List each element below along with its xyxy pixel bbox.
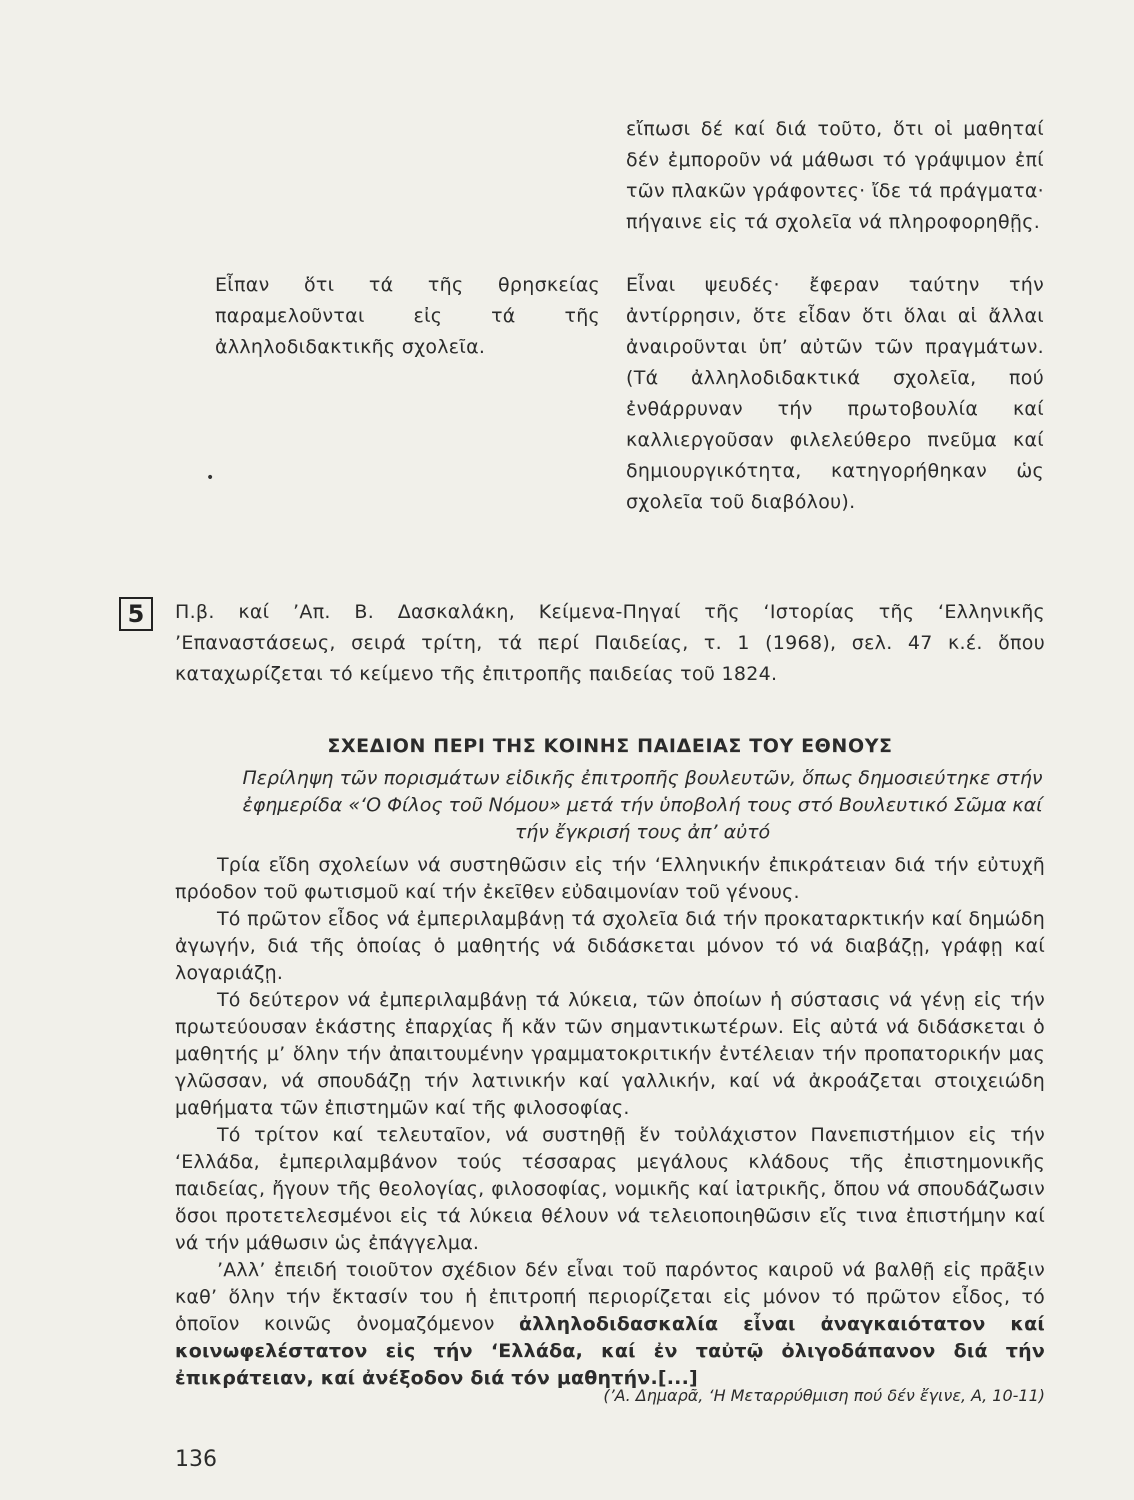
document-body <box>175 852 1045 1392</box>
final-paragraph-text: ’Αλλ’ ἐπειδή τοιοῦτον σχέδιον δέν εἶναι τοῦ παρόντος καιροῦ νά βαλθῇ εἰς πρᾶξιν καθ’ ὅλην τήν ἔκτασίν του ἡ ἐπιτροπή περιορίζεται εἰς μόνον τό πρῶτον εἶδος, τό ὁποῖον κοινῶς ὀνομαζόμενον <box>175 1259 1045 1335</box>
citation: (’Α. Δημαρᾶ, ‘Η Μεταρρύθμιση πού δέν ἔγινε, Α, 10-11) <box>603 1386 1045 1405</box>
body-paragraph: Τό δεύτερον νά ἐμπεριλαμβάνῃ τά λύκεια, τῶν ὁποίων ἡ σύστασις νά γένῃ εἰς τήν πρωτεύουσαν ἑκάστης ἐπαρχίας ἤ κἄν τῶν σημαντικωτέρων. Εἰς αὐτά νά διδάσκεται ὁ μαθητής μ’ ὅλην τήν ἀπαιτουμένην γραμματοκριτικήν ἐντέλειαν τήν προπατορικήν μας γλῶσσαν, νά σπουδάζῃ τήν λατινικήν καί γαλλικήν, καί νά ἀκροάζεται στοιχειώδη μαθήματα τῶν ἐπιστημῶν καί τῆς φιλοσοφίας. <box>175 989 1045 1119</box>
page-number: 136 <box>175 1447 217 1472</box>
source-reference: Π.β. καί ’Απ. Β. Δασκαλάκη, Κείμενα-Πηγαί τῆς ‘Ιστορίας τῆς ‘Ελληνικῆς ’Επαναστάσεως, σειρά τρίτη, τά περί Παιδείας, τ. 1 (1968), σελ. 47 κ.έ. ὅπου καταχωρίζεται τό κείμενο τῆς ἐπιτροπῆς παιδείας τοῦ 1824. <box>175 601 1045 685</box>
document-title: ΣΧΕΔΙΟΝ ΠΕΡΙ ΤΗΣ ΚΟΙΝΗΣ ΠΑΙΔΕΙΑΣ ΤΟΥ ΕΘΝΟΥΣ <box>327 735 893 757</box>
body-paragraph: Τό πρῶτον εἶδος νά ἐμπεριλαμβάνῃ τά σχολεῖα διά τήν προκαταρκτικήν καί δημώδη ἀγωγήν, διά τῆς ὁποίας ὁ μαθητής νά διδάσκεται μόνον τό νά διαβάζῃ, γράφῃ καί λογαριάζῃ. <box>175 908 1045 984</box>
right-column-paragraph-1: εἴπωσι δέ καί διά τοῦτο, ὅτι οἱ μαθηταί δέν ἐμποροῦν νά μάθωσι τό γράψιμον ἐπί τῶν πλακῶν γράφοντες· ἴδε τά πράγματα· πήγαινε εἰς τά σχολεῖα νά πληροφορηθῇς. <box>626 118 1044 233</box>
body-paragraph: Τρία εἴδη σχολείων νά συστηθῶσιν εἰς τήν ‘Ελληνικήν ἐπικράτειαν διά τήν εὐτυχῆ πρόοδον τοῦ φωτισμοῦ καί τήν ἐκεῖθεν εὐδαιμονίαν τοῦ γένους. <box>175 854 1045 903</box>
right-column-paragraph-2: Εἶναι ψευδές· ἔφεραν ταύτην τήν ἀντίρρησιν, ὅτε εἶδαν ὅτι ὅλαι αἱ ἄλλαι ἀναιροῦνται ὑπ’ αὐτῶν τῶν πραγμάτων. (Τά ἀλληλοδιδακτικά σχολεῖα, πού ἐνθάρρυναν τήν πρωτοβουλία καί καλλιεργοῦσαν φιλελεύθερο πνεῦμα καί δημιουργικότητα, κατηγορήθηκαν ὡς σχολεῖα τοῦ διαβόλου). <box>626 274 1044 513</box>
left-column-note: Εἶπαν ὅτι τά τῆς θρησκείας παραμελοῦνται εἰς τά τῆς ἀλληλοδιδακτικῆς σχολεῖα. <box>215 274 600 358</box>
document-subtitle: Περίληψη τῶν πορισμάτων εἰδικῆς ἐπιτροπῆς βουλευτῶν, ὅπως δημοσιεύτηκε στήν ἐφημερίδα «‘Ο Φίλος τοῦ Νόμου» μετά τήν ὑποβολή τους στό Βουλευτικό Σῶμα καί τήν ἔγκρισή τους ἀπ’ αὐτό <box>242 767 1043 843</box>
body-paragraph: Τό τρίτον καί τελευταῖον, νά συστηθῇ ἕν τοὐλάχιστον Πανεπιστήμιον εἰς τήν ‘Ελλάδα, ἐμπεριλαμβάνον τούς τέσσαρας μεγάλους κλάδους τῆς ἐπιστημονικῆς παιδείας, ἤγουν τῆς θεολογίας, φιλοσοφίας, νομικῆς καί ἰατρικῆς, ὅπου νά σπουδάζωσιν ὅσοι προτετελεσμένοι εἰς τά λύκεια θέλουν νά τελειοποιηθῶσιν εἴς τινα ἐπιστήμην καί νά τήν μάθωσιν ὡς ἐπάγγελμα. <box>175 1124 1045 1254</box>
section-number-box: 5 <box>119 597 153 631</box>
margin-mark-icon: • <box>206 470 215 486</box>
body-paragraph-final <box>175 1257 1045 1392</box>
final-paragraph-bold-text: ἀλληλοδιδασκαλία εἶναι ἀναγκαιότατον καί κοινωφελέστατον εἰς τήν ‘Ελλάδα, καί ἐν ταὐτῷ ὀλιγοδάπανον διά τήν ἐπικράτειαν, καί ἀνέξοδον διά τόν μαθητήν.[...] <box>175 1313 1045 1389</box>
